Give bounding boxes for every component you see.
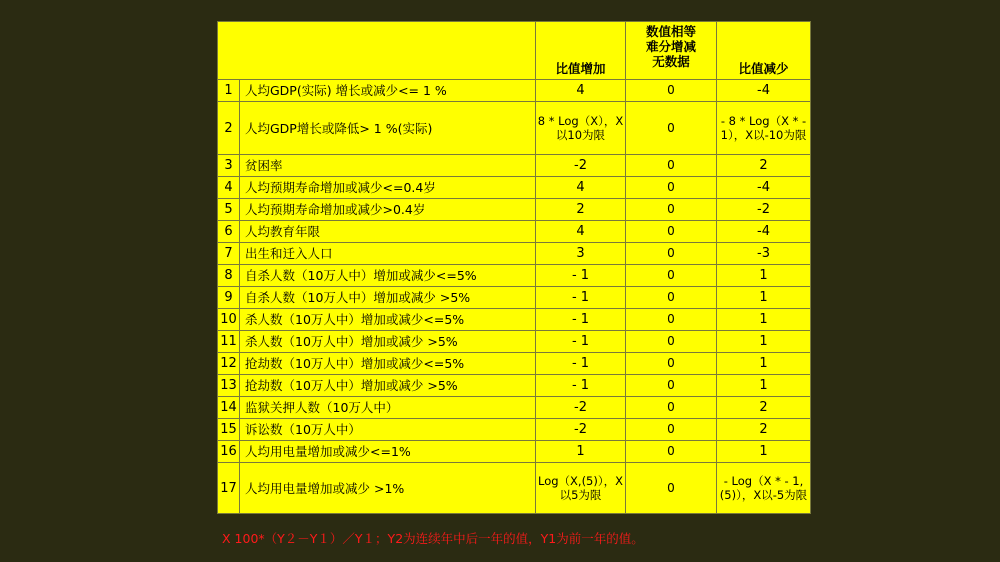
table-row <box>218 199 811 221</box>
table-row <box>218 221 811 243</box>
row-equal-value: 0 <box>626 397 717 419</box>
row-decrease-value: - Log（X * - 1,(5)），X以-5为限 <box>717 463 811 514</box>
row-item: 杀人数（10万人中）增加或减少<=5% <box>240 309 536 331</box>
row-item: 抢劫数（10万人中）增加或减少 >5% <box>240 375 536 397</box>
row-equal-value: 0 <box>626 375 717 397</box>
table-row <box>218 243 811 265</box>
table-row <box>218 397 811 419</box>
row-number: 1 <box>218 80 240 102</box>
row-decrease-value: -4 <box>717 221 811 243</box>
row-item: 人均预期寿命增加或减少>0.4岁 <box>240 199 536 221</box>
row-item: 人均GDP(实际) 增长或减少<= 1 % <box>240 80 536 102</box>
row-increase-value: - 1 <box>536 375 626 397</box>
row-increase-value: 8 * Log（X），X以10为限 <box>536 102 626 155</box>
row-increase-value: 1 <box>536 441 626 463</box>
row-increase-value: - 1 <box>536 287 626 309</box>
row-decrease-value: 1 <box>717 287 811 309</box>
row-equal-value: 0 <box>626 102 717 155</box>
row-item: 抢劫数（10万人中）增加或减少<=5% <box>240 353 536 375</box>
row-increase-value: -2 <box>536 419 626 441</box>
row-equal-value: 0 <box>626 441 717 463</box>
table-row <box>218 463 811 514</box>
header-row <box>218 22 811 80</box>
row-number: 14 <box>218 397 240 419</box>
row-equal-value: 0 <box>626 80 717 102</box>
row-number: 8 <box>218 265 240 287</box>
row-equal-value: 0 <box>626 331 717 353</box>
row-increase-value: - 1 <box>536 331 626 353</box>
row-number: 7 <box>218 243 240 265</box>
row-item: 监狱关押人数（10万人中） <box>240 397 536 419</box>
row-equal-value: 0 <box>626 419 717 441</box>
row-increase-value: - 1 <box>536 353 626 375</box>
row-equal-value: 0 <box>626 463 717 514</box>
table-row <box>218 353 811 375</box>
row-number: 16 <box>218 441 240 463</box>
header-equal <box>626 22 717 80</box>
header-equal-line3: 无数据 <box>652 54 690 69</box>
row-item: 贫困率 <box>240 155 536 177</box>
row-decrease-value: 1 <box>717 331 811 353</box>
table-row <box>218 419 811 441</box>
row-equal-value: 0 <box>626 221 717 243</box>
row-decrease-value: 1 <box>717 309 811 331</box>
row-item: 自杀人数（10万人中）增加或减少<=5% <box>240 265 536 287</box>
row-equal-value: 0 <box>626 287 717 309</box>
row-item: 自杀人数（10万人中）增加或减少 >5% <box>240 287 536 309</box>
header-decrease: 比值减少 <box>717 22 811 80</box>
header-equal-line1: 数值相等 <box>645 24 696 39</box>
row-equal-value: 0 <box>626 265 717 287</box>
row-decrease-value: 1 <box>717 265 811 287</box>
row-decrease-value: -4 <box>717 177 811 199</box>
criteria-table <box>217 21 811 514</box>
row-number: 15 <box>218 419 240 441</box>
table-row <box>218 80 811 102</box>
row-equal-value: 0 <box>626 243 717 265</box>
row-equal-value: 0 <box>626 309 717 331</box>
header-increase: 比值增加 <box>536 22 626 80</box>
row-decrease-value: 2 <box>717 419 811 441</box>
row-increase-value: 4 <box>536 80 626 102</box>
table-row <box>218 331 811 353</box>
row-decrease-value: 1 <box>717 353 811 375</box>
row-item: 人均预期寿命增加或减少<=0.4岁 <box>240 177 536 199</box>
row-item: 出生和迁入人口 <box>240 243 536 265</box>
row-decrease-value: - 8 * Log（X * - 1），X以-10为限 <box>717 102 811 155</box>
row-number: 13 <box>218 375 240 397</box>
row-number: 10 <box>218 309 240 331</box>
row-decrease-value: 1 <box>717 441 811 463</box>
row-number: 5 <box>218 199 240 221</box>
row-number: 4 <box>218 177 240 199</box>
row-increase-value: - 1 <box>536 309 626 331</box>
row-item: 杀人数（10万人中）增加或减少 >5% <box>240 331 536 353</box>
row-decrease-value: -2 <box>717 199 811 221</box>
table-row <box>218 309 811 331</box>
row-increase-value: -2 <box>536 155 626 177</box>
row-decrease-value: -4 <box>717 80 811 102</box>
table-row <box>218 375 811 397</box>
row-increase-value: 4 <box>536 177 626 199</box>
header-equal-line2: 难分增减 <box>645 39 696 54</box>
table-row <box>218 441 811 463</box>
row-number: 12 <box>218 353 240 375</box>
row-number: 9 <box>218 287 240 309</box>
table-row <box>218 155 811 177</box>
row-equal-value: 0 <box>626 177 717 199</box>
row-number: 6 <box>218 221 240 243</box>
row-equal-value: 0 <box>626 155 717 177</box>
row-item: 人均教育年限 <box>240 221 536 243</box>
header-blank-cell <box>218 22 536 80</box>
row-number: 17 <box>218 463 240 514</box>
row-decrease-value: 2 <box>717 397 811 419</box>
formula-footnote: X 100*（Y２－Y１）／Y１；Y2为连续年中后一年的值，Y1为前一年的值。 <box>222 531 644 546</box>
row-equal-value: 0 <box>626 353 717 375</box>
row-equal-value: 0 <box>626 199 717 221</box>
row-number: 3 <box>218 155 240 177</box>
row-decrease-value: -3 <box>717 243 811 265</box>
row-decrease-value: 1 <box>717 375 811 397</box>
row-number: 11 <box>218 331 240 353</box>
row-decrease-value: 2 <box>717 155 811 177</box>
row-item: 人均GDP增长或降低> 1 %(实际) <box>240 102 536 155</box>
row-increase-value: 2 <box>536 199 626 221</box>
row-increase-value: Log（X,(5)），X以5为限 <box>536 463 626 514</box>
table-row <box>218 287 811 309</box>
row-increase-value: 4 <box>536 221 626 243</box>
table-row <box>218 102 811 155</box>
table-row <box>218 177 811 199</box>
row-item: 人均用电量增加或减少 >1% <box>240 463 536 514</box>
row-item: 人均用电量增加或减少<=1% <box>240 441 536 463</box>
row-increase-value: - 1 <box>536 265 626 287</box>
row-item: 诉讼数（10万人中） <box>240 419 536 441</box>
row-increase-value: 3 <box>536 243 626 265</box>
row-number: 2 <box>218 102 240 155</box>
table-row <box>218 265 811 287</box>
row-increase-value: -2 <box>536 397 626 419</box>
